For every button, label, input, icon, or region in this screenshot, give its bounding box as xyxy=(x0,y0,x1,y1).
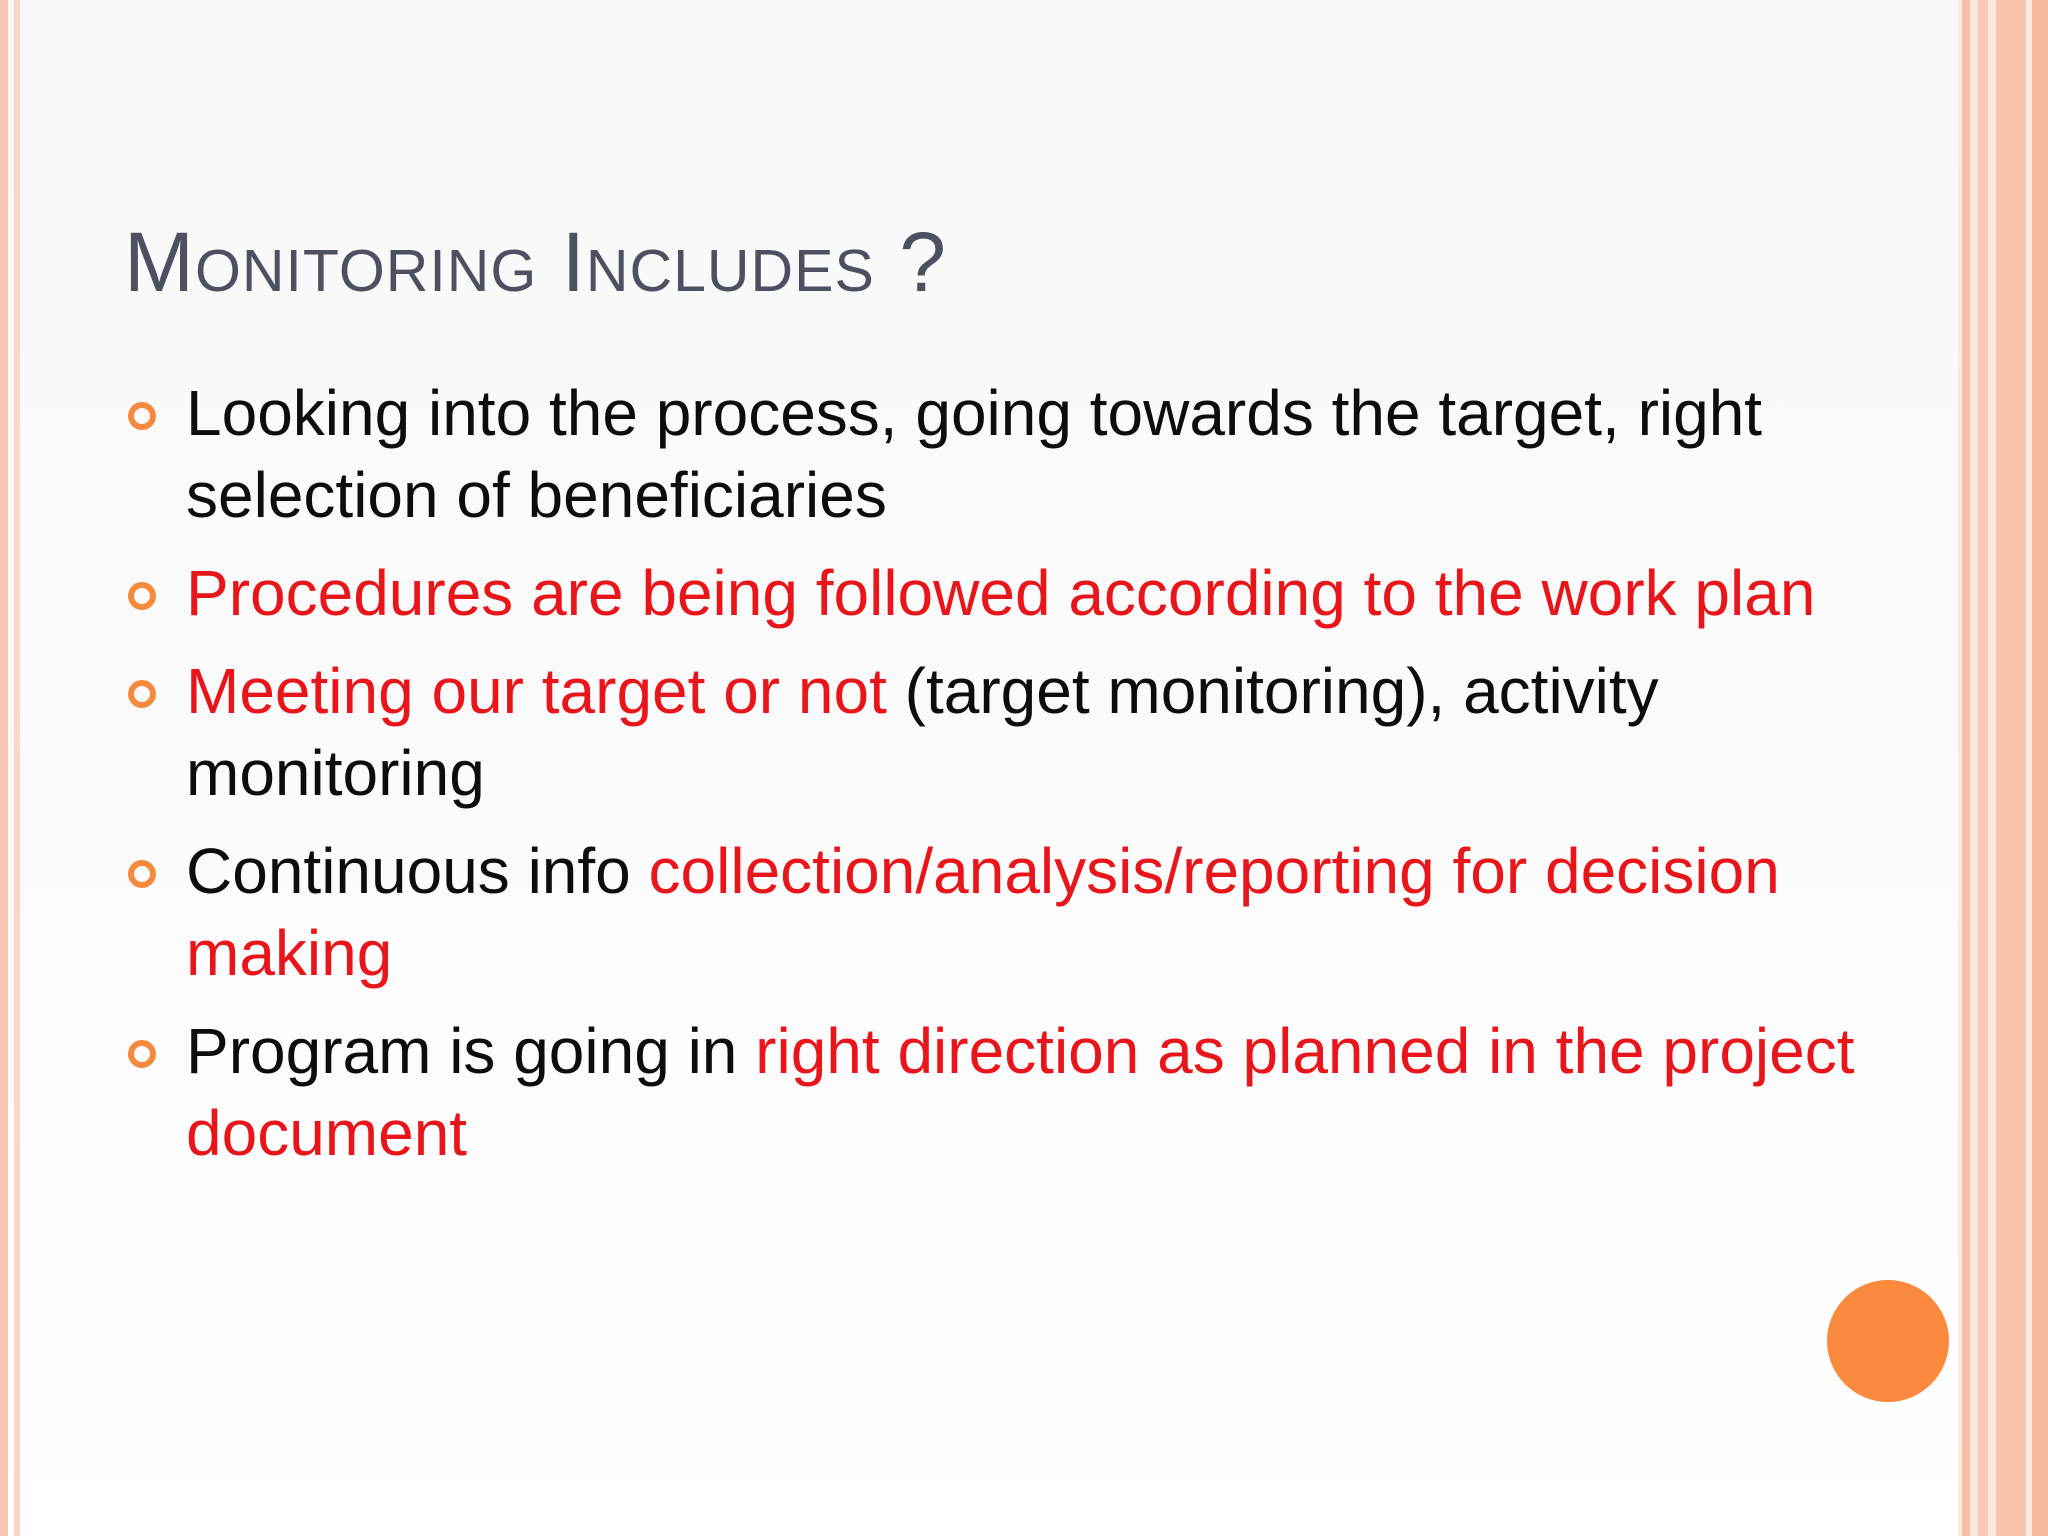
right-stripe xyxy=(2032,0,2048,1536)
bullet-item xyxy=(124,650,1924,814)
bullet-list xyxy=(124,372,1924,1190)
hollow-circle-bullet-icon xyxy=(128,1040,156,1068)
right-stripe xyxy=(1996,0,2026,1536)
bullet-text: Continuous info xyxy=(186,835,649,907)
right-stripe xyxy=(1978,0,1988,1536)
bullet-text: Program is going in xyxy=(186,1015,756,1087)
bullet-item xyxy=(124,552,1924,634)
right-stripe xyxy=(1962,0,1970,1536)
hollow-circle-bullet-icon xyxy=(128,860,156,888)
bullet-text-highlight: right direction as planned in the project document xyxy=(186,1015,1855,1169)
decorative-orange-circle xyxy=(1827,1280,1949,1402)
bullet-text-highlight: Procedures are being followed according to the work plan xyxy=(186,557,1816,629)
left-border-line xyxy=(14,0,20,1536)
hollow-circle-bullet-icon xyxy=(128,680,156,708)
slide-title: Monitoring Includes ? xyxy=(124,215,947,309)
bullet-item xyxy=(124,1010,1924,1174)
bullet-item xyxy=(124,830,1924,994)
bullet-text-highlight: Meeting our target or not xyxy=(186,655,887,727)
bullet-text-highlight: collection/analysis/reporting for decision making xyxy=(186,835,1780,989)
bullet-text: (target monitoring), activity monitoring xyxy=(186,655,1659,809)
hollow-circle-bullet-icon xyxy=(128,402,156,430)
bullet-item xyxy=(124,372,1924,536)
bullet-text: Looking into the process, going towards the target, right selection of beneficiaries xyxy=(186,377,1763,531)
hollow-circle-bullet-icon xyxy=(128,582,156,610)
left-border-line xyxy=(0,0,8,1536)
